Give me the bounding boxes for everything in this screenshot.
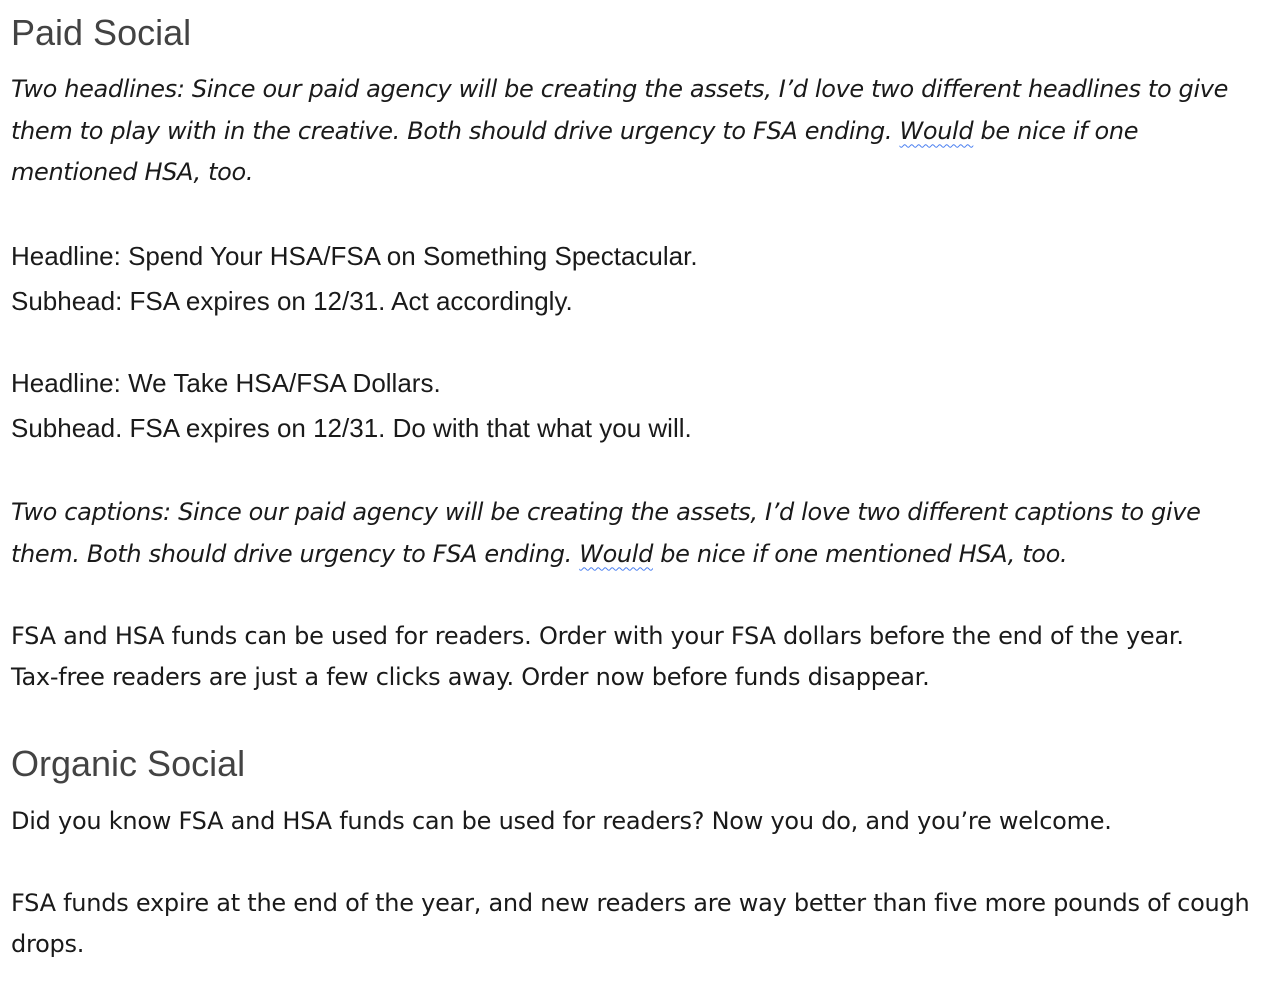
subhead-option-1: Subhead: FSA expires on 12/31. Act accordingly.	[11, 286, 573, 316]
organic-post-1: Did you know FSA and HSA funds can be used for readers? Now you do, and you’re welcome.	[11, 807, 1112, 835]
subhead-option-2: Subhead. FSA expires on 12/31. Do with that what you will.	[11, 413, 692, 443]
captions-brief-text-end: be nice if one mentioned HSA, too.	[652, 539, 1068, 568]
organic-post-2: FSA funds expire at the end of the year, and new readers are way better than five more pounds of cough drops.	[11, 889, 1250, 958]
headline-option-1: Headline: Spend Your HSA/FSA on Something Spectacular.	[11, 241, 698, 271]
caption-1: FSA and HSA funds can be used for readers. Order with your FSA dollars before the end of the year.	[11, 622, 1184, 650]
headlines-brief-text-end: be nice if one mentioned HSA, too.	[11, 116, 1139, 186]
captions-brief	[11, 492, 1256, 575]
section-heading-organic-social: Organic Social	[11, 743, 246, 784]
headline-option-2: Headline: We Take HSA/FSA Dollars.	[11, 368, 441, 398]
section-heading-paid-social: Paid Social	[11, 12, 192, 53]
captions-brief-text: Two captions: Since our paid agency will be creating the assets, I’d love two different captions to give them. Both should drive urgency to FSA ending.	[11, 498, 1201, 568]
spellcheck-flagged-word[interactable]: Would	[899, 116, 974, 145]
headlines-brief	[11, 69, 1256, 194]
headlines-brief-text: Two headlines: Since our paid agency will be creating the assets, I’d love two different headlines to give them to play with in the creative. Both should drive urgency to FSA ending.	[11, 75, 1229, 145]
caption-2: Tax-free readers are just a few clicks away. Order now before funds disappear.	[11, 663, 930, 691]
spellcheck-flagged-word[interactable]: Would	[579, 539, 653, 568]
